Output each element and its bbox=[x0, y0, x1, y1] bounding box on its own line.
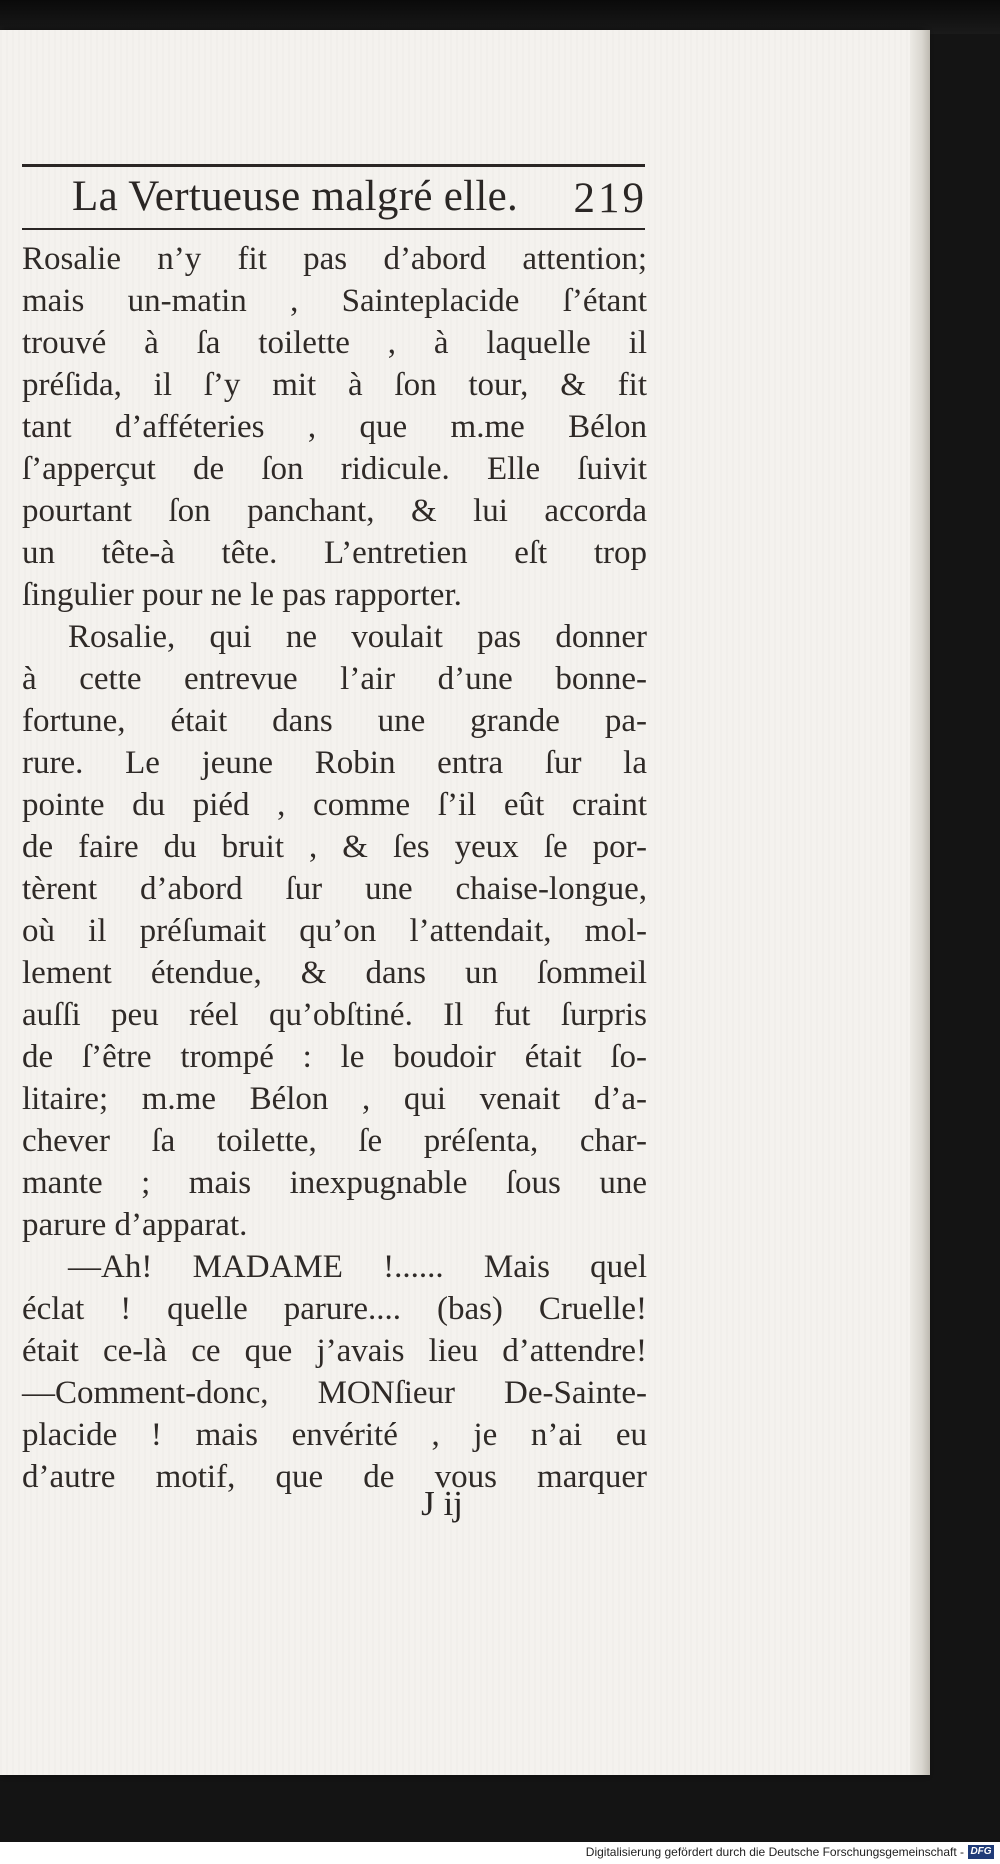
text-line: tèrent d’abord ſur une chaise-longue, bbox=[22, 871, 647, 907]
running-head bbox=[72, 172, 652, 228]
header-rule-top bbox=[22, 164, 645, 167]
text-line: où il préſumait qu’on l’attendait, mol- bbox=[22, 913, 647, 949]
text-line: mais un-matin , Sainteplacide ſ’étant bbox=[22, 283, 647, 319]
footer-bar bbox=[0, 1842, 1000, 1864]
running-title: La Vertueuse malgré elle. bbox=[72, 173, 519, 220]
header-rule-bottom bbox=[22, 228, 645, 230]
page-edge bbox=[910, 30, 930, 1775]
text-line: à cette entrevue l’air d’une bonne- bbox=[22, 661, 647, 697]
body-text bbox=[22, 238, 647, 1498]
text-line: placide ! mais envérité , je n’ai eu bbox=[22, 1417, 647, 1453]
text-line: d’autre motif, que de vous marquer bbox=[22, 1459, 647, 1495]
text-line: —Comment-donc, MONſieur De-Sainte- bbox=[22, 1375, 647, 1411]
text-line: mante ; mais inexpugnable ſous une bbox=[22, 1165, 647, 1201]
text-line: de ſ’être trompé : le boudoir était ſo- bbox=[22, 1039, 647, 1075]
text-line: Rosalie, qui ne voulait pas donner bbox=[68, 619, 647, 655]
text-line: préſida, il ſ’y mit à ſon tour, & fit bbox=[22, 367, 647, 403]
signature-mark: J ij bbox=[421, 1484, 463, 1523]
text-line: éclat ! quelle parure.... (bas) Cruelle! bbox=[22, 1291, 647, 1327]
text-line: un tête-à tête. L’entretien eſt trop bbox=[22, 535, 647, 571]
text-line: litaire; m.me Bélon , qui venait d’a- bbox=[22, 1081, 647, 1117]
text-line: trouvé à ſa toilette , à laquelle il bbox=[22, 325, 647, 361]
text-line: de faire du bruit , & ſes yeux ſe por- bbox=[22, 829, 647, 865]
text-line: auſſi peu réel qu’obſtiné. Il fut ſurpris bbox=[22, 997, 647, 1033]
text-line: pointe du piéd , comme ſ’il eût craint bbox=[22, 787, 647, 823]
text-line: rure. Le jeune Robin entra ſur la bbox=[22, 745, 647, 781]
text-line: tant d’afféteries , que m.me Bélon bbox=[22, 409, 647, 445]
text-line: pourtant ſon panchant, & lui accorda bbox=[22, 493, 647, 529]
text-line: Rosalie n’y fit pas d’abord attention; bbox=[22, 241, 647, 277]
footer-credit: Digitalisierung gefördert durch die Deutsche Forschungsgemeinschaft - bbox=[585, 1845, 964, 1859]
text-line: était ce-là ce que j’avais lieu d’attendre! bbox=[22, 1333, 647, 1369]
text-line: —Ah! MADAME !...... Mais quel bbox=[68, 1249, 647, 1285]
scan-background-top bbox=[0, 0, 1000, 34]
text-line: lement étendue, & dans un ſommeil bbox=[22, 955, 647, 991]
text-line: chever ſa toilette, ſe préſenta, char- bbox=[22, 1123, 647, 1159]
text-line: ſingulier pour ne le pas rapporter. bbox=[22, 577, 462, 613]
text-line: ſ’apperçut de ſon ridicule. Elle ſuivit bbox=[22, 451, 647, 487]
dfg-logo: DFG bbox=[968, 1845, 994, 1859]
text-line: parure d’apparat. bbox=[22, 1207, 248, 1243]
page-number: 219 bbox=[573, 175, 647, 222]
text-line: fortune, était dans une grande pa- bbox=[22, 703, 647, 739]
